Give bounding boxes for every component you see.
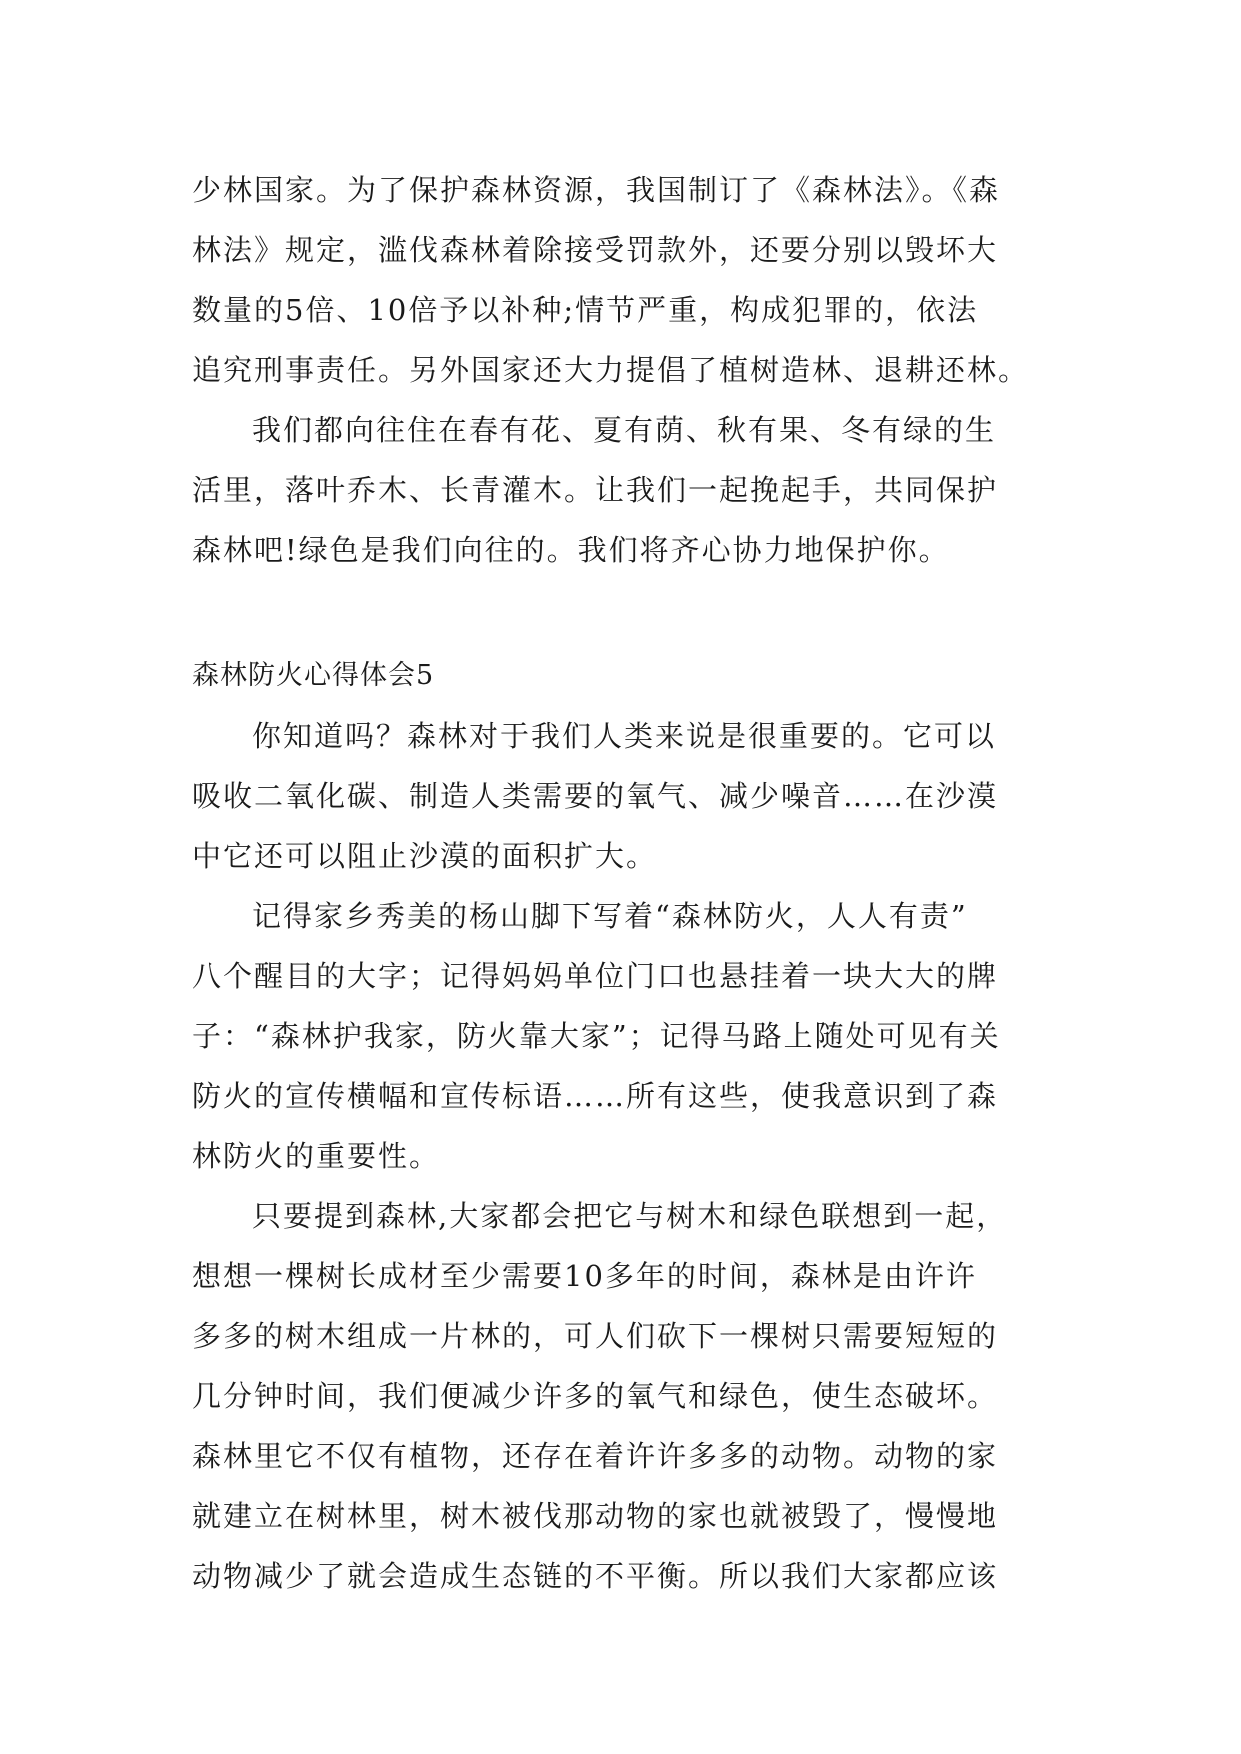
text-line: 子：“森林护我家，防火靠大家”；记得马路上随处可见有关 xyxy=(192,1019,1001,1053)
section-heading: 森林防火心得体会5 xyxy=(192,660,435,691)
paragraph-forest-law xyxy=(192,160,1050,400)
paragraph-forest-importance xyxy=(192,706,1050,886)
text-line: 林防火的重要性。 xyxy=(192,1139,441,1173)
text-line: 林法》规定，滥伐森林着除接受罚款外，还要分别以毁坏大 xyxy=(192,233,999,267)
text-line: 八个醒目的大字；记得妈妈单位门口也悬挂着一块大大的牌 xyxy=(192,959,999,993)
text-line: 中它还可以阻止沙漠的面积扩大。 xyxy=(192,839,658,873)
text-line: 追究刑事责任。另外国家还大力提倡了植树造林、退耕还林。 xyxy=(192,353,1030,387)
paragraph-fire-slogans xyxy=(192,886,1050,1186)
text-line: 记得家乡秀美的杨山脚下写着“森林防火，人人有责” xyxy=(252,899,968,933)
paragraph-protect-forest xyxy=(192,400,1050,580)
text-line: 想想一棵树长成材至少需要10多年的时间，森林是由许许 xyxy=(192,1259,977,1293)
text-line: 多多的树木组成一片林的，可人们砍下一棵树只需要短短的 xyxy=(192,1319,999,1353)
text-line: 少林国家。为了保护森林资源，我国制订了《森林法》。《森 xyxy=(192,173,1001,207)
document-body xyxy=(192,160,1050,1606)
text-line: 防火的宣传横幅和宣传标语……所有这些，使我意识到了森 xyxy=(192,1079,999,1113)
text-line: 几分钟时间，我们便减少许多的氧气和绿色，使生态破坏。 xyxy=(192,1379,999,1413)
text-line: 森林里它不仅有植物，还存在着许许多多的动物。动物的家 xyxy=(192,1439,999,1473)
text-line: 动物减少了就会造成生态链的不平衡。所以我们大家都应该 xyxy=(192,1559,999,1593)
text-line: 你知道吗？森林对于我们人类来说是很重要的。它可以 xyxy=(252,719,997,753)
text-line: 就建立在树林里，树木被伐那动物的家也就被毁了，慢慢地 xyxy=(192,1499,999,1533)
text-line: 森林吧!绿色是我们向往的。我们将齐心协力地保护你。 xyxy=(192,533,950,567)
text-line: 活里，落叶乔木、长青灌木。让我们一起挽起手，共同保护 xyxy=(192,473,999,507)
text-line: 吸收二氧化碳、制造人类需要的氧气、减少噪音……在沙漠 xyxy=(192,779,999,813)
text-line: 只要提到森林,大家都会把它与树木和绿色联想到一起， xyxy=(252,1199,1008,1233)
text-line: 数量的5倍、10倍予以补种;情节严重，构成犯罪的，依法 xyxy=(192,293,979,327)
section-spacer xyxy=(192,580,1050,646)
text-line: 我们都向往住在春有花、夏有荫、秋有果、冬有绿的生 xyxy=(252,413,997,447)
paragraph-tree-growth xyxy=(192,1186,1050,1606)
